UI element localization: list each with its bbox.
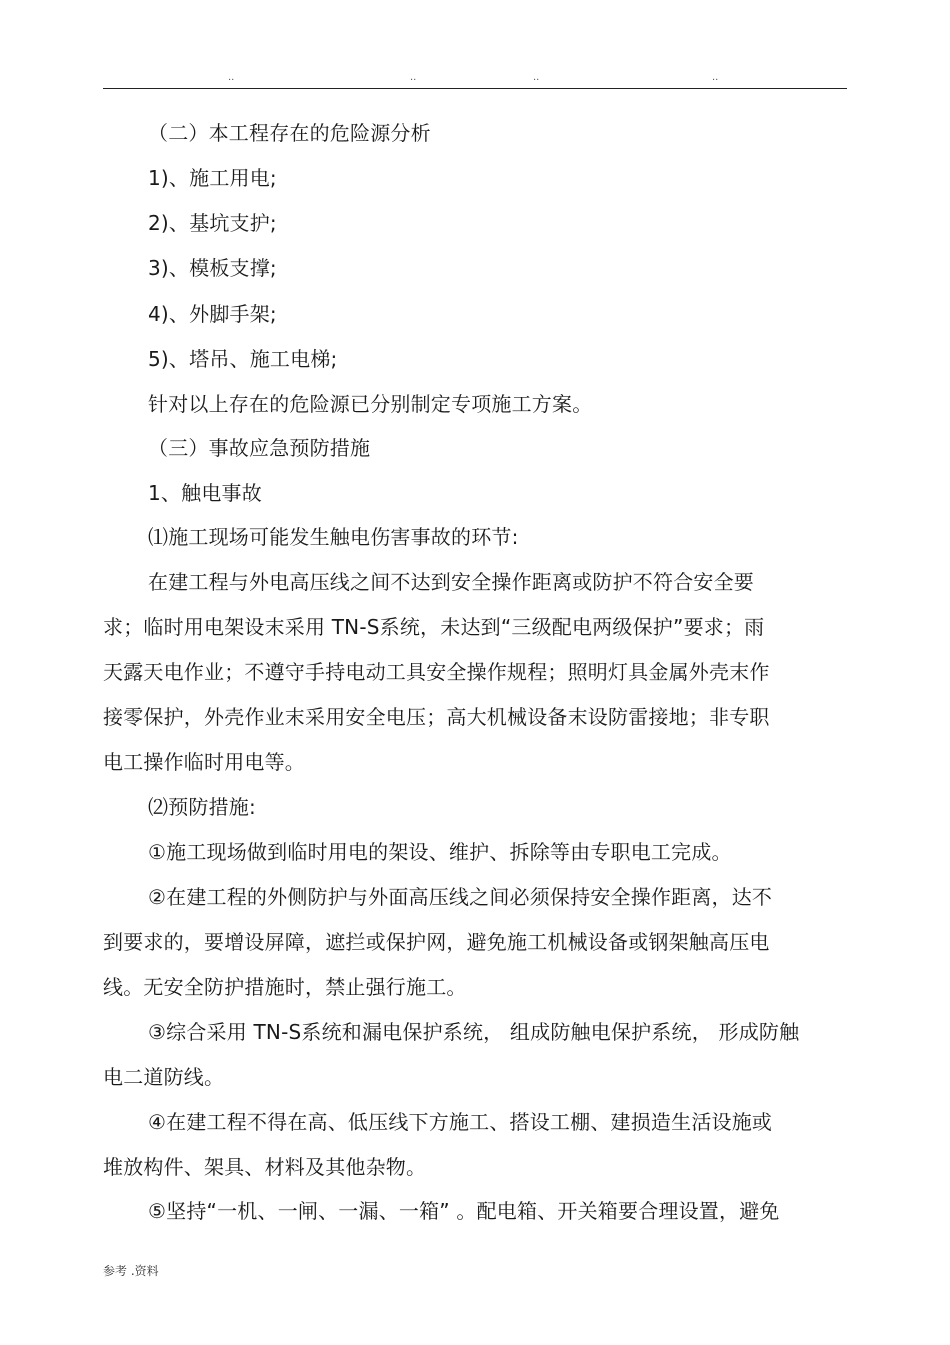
paragraph-line: ⑤坚持“一机、一闸、一漏、一箱” 。配电箱、开关箱要合理设置，避免 [148, 1199, 780, 1223]
header-mark: .. [533, 72, 540, 83]
header-mark: .. [712, 72, 719, 83]
paragraph-line: 天露天电作业；不遵守手持电动工具安全操作规程；照明灯具金属外壳末作 [103, 660, 770, 684]
paragraph-line: 线。无安全防护措施时，禁止强行施工。 [103, 975, 467, 999]
paragraph-line: ③综合采用 TN-S系统和漏电保护系统， 组成防触电保护系统， 形成防触 [148, 1020, 800, 1044]
paragraph-line: 电二道防线。 [103, 1065, 225, 1089]
paragraph-line: 到要求的，要增设屏障，遮拦或保护网，避免施工机械设备或钢架触高压电 [103, 930, 770, 954]
paragraph-line: ②在建工程的外侧防护与外面高压线之间必须保持安全操作距离，达不 [148, 885, 773, 909]
header-mark: .. [410, 72, 417, 83]
list-item: 3)、模板支撑; [148, 256, 277, 280]
list-item: 4)、外脚手架; [148, 302, 277, 326]
list-item: 2)、基坑支护; [148, 211, 277, 235]
header-mark: .. [228, 72, 235, 83]
paragraph-line: 在建工程与外电高压线之间不达到安全操作距离或防护不符合安全要 [148, 570, 754, 594]
header-divider [103, 88, 847, 89]
paragraph-line: ①施工现场做到临时用电的架设、维护、拆除等由专职电工完成。 [148, 840, 732, 864]
section-heading-prevention: （三）事故应急预防措施 [148, 436, 371, 460]
paragraph-line: ⑴施工现场可能发生触电伤害事故的环节: [148, 525, 519, 549]
header-marks [0, 72, 950, 84]
paragraph-line: 针对以上存在的危险源已分别制定专项施工方案。 [148, 392, 593, 416]
paragraph-line: 电工操作临时用电等。 [103, 750, 305, 774]
paragraph-line: 堆放构件、架具、材料及其他杂物。 [103, 1155, 427, 1179]
section-heading-hazard-analysis: （二）本工程存在的危险源分析 [148, 121, 431, 145]
paragraph-line: ④在建工程不得在高、低压线下方施工、搭设工棚、建损造生活设施或 [148, 1110, 773, 1134]
paragraph-line: ⑵预防措施: [148, 795, 256, 819]
paragraph-line: 接零保护，外壳作业末采用安全电压；高大机械设备末设防雷接地；非专职 [103, 705, 770, 729]
paragraph-line: 求；临时用电架设末采用 TN-S系统，未达到“三级配电两级保护”要求；雨 [103, 615, 765, 639]
list-item: 1)、施工用电; [148, 166, 277, 190]
list-item: 5)、塔吊、施工电梯; [148, 347, 338, 371]
page-footer: 参考 .资料 [103, 1264, 159, 1278]
subsection-heading-electric-shock: 1、触电事故 [148, 481, 262, 505]
